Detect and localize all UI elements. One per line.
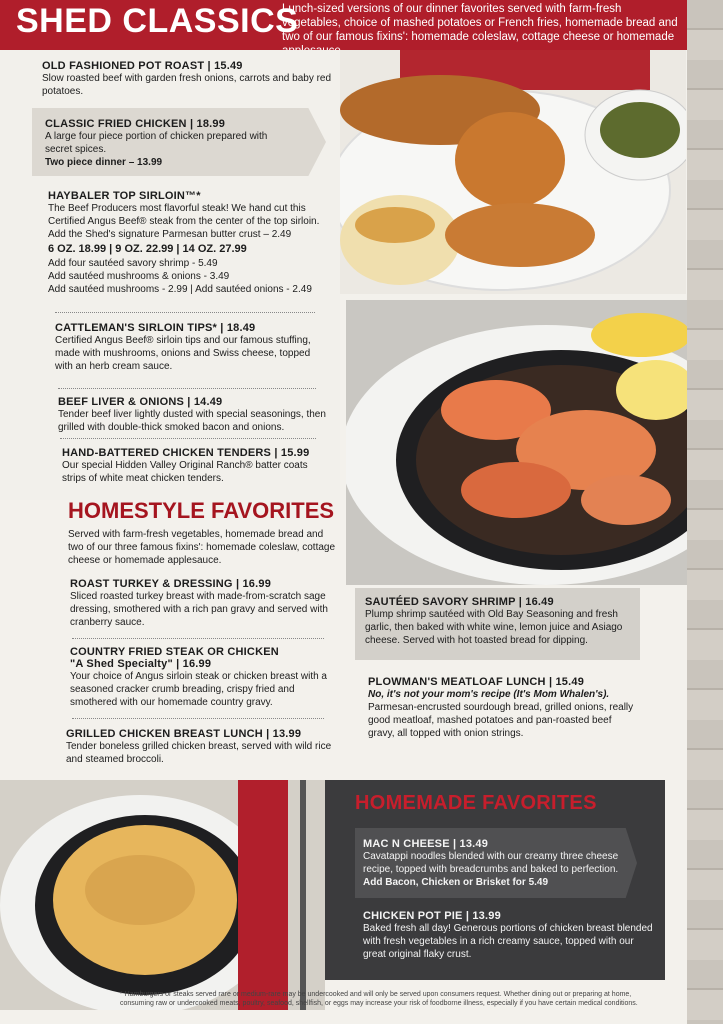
meatloaf-desc: Parmesan-encrusted sourdough bread, grilled onions, really good meatloaf, mashed potatoes and pan-roasted beef gravy, all topped with onion strings. <box>368 702 634 739</box>
country-fried-desc: Your choice of Angus sirloin steak or chicken breast with a seasoned cracker crumb breading, crispy fried and smothered with our homemade country gravy. <box>70 671 327 708</box>
header-banner <box>0 0 690 50</box>
fried-chicken-illustration <box>340 50 686 294</box>
fried-chicken-item <box>45 118 295 169</box>
sirloin-desc: The Beef Producers most flavorful steak! We hand cut this Certified Angus Beef® steak from the center of the top sirloin. Add the Shed's signature Parmesan butter crust – 2.49 <box>48 203 320 240</box>
pot-pie-name: CHICKEN POT PIE | 13.99 <box>363 910 501 922</box>
divider <box>55 312 315 313</box>
tenders-item <box>62 447 332 485</box>
divider <box>72 718 324 719</box>
sirloin-addon-2: Add sautéed mushrooms & onions - 3.49 <box>48 271 230 282</box>
country-fried-name: COUNTRY FRIED STEAK OR CHICKEN <box>70 646 279 658</box>
divider <box>60 438 316 439</box>
country-fried-specialty: "A Shed Specialty" | 16.99 <box>70 658 212 670</box>
mac-n-cheese-photo <box>0 780 325 1010</box>
homemade-favorites-panel <box>325 780 665 980</box>
tenders-name: HAND-BATTERED CHICKEN TENDERS | 15.99 <box>62 447 310 459</box>
grilled-chicken-item <box>66 728 336 766</box>
liver-desc: Tender beef liver lightly dusted with special seasonings, then grilled with double-thick smoked bacon and onions. <box>58 409 326 433</box>
fried-chicken-note: Two piece dinner – 13.99 <box>45 157 163 168</box>
fried-chicken-photo <box>340 50 686 294</box>
grilled-chicken-name: GRILLED CHICKEN BREAST LUNCH | 13.99 <box>66 728 302 740</box>
homestyle-intro <box>68 528 338 567</box>
sirloin-addon-1: Add four sautéed savory shrimp - 5.49 <box>48 258 218 269</box>
country-fried-item <box>70 646 335 709</box>
sirloin-sizes: 6 OZ. 18.99 | 9 OZ. 22.99 | 14 OZ. 27.99 <box>48 243 247 255</box>
pot-pie-desc: Baked fresh all day! Generous portions of chicken breast blended with fresh vegetables in a rich creamy sauce, topped with our great original flaky crust. <box>363 923 653 960</box>
tenders-desc: Our special Hidden Valley Original Ranch® batter coats strips of white meat chicken tenders. <box>62 460 308 484</box>
turkey-item <box>70 578 330 629</box>
mac-name: MAC N CHEESE | 13.49 <box>363 838 489 850</box>
homemade-title: HOMEMADE FAVORITES <box>355 792 597 814</box>
meatloaf-item <box>368 676 636 740</box>
wood-table-edge <box>687 0 723 1024</box>
fried-chicken-desc: A large four piece portion of chicken prepared with secret spices. <box>45 131 268 155</box>
sirloin-tips-desc: Certified Angus Beef® sirloin tips and our famous stuffing, made with mushrooms, onions and Swiss cheese, topped with an herb cream sauce. <box>55 335 311 372</box>
sirloin-item <box>48 190 323 296</box>
shrimp-photo <box>346 300 690 585</box>
footer-disclaimer: * Hamburgers or steaks served rare or medium-rare may be undercooked and will only be served upon consumers request. Whether dining out or preparing at home, consuming raw or undercooked meats, poultry, seafood, shellfish, or eggs may increase your risk of foodborne illness, especially if you have certain medical conditions. <box>120 991 638 1007</box>
mac-n-cheese-illustration <box>0 780 325 1010</box>
fried-chicken-name: CLASSIC FRIED CHICKEN | 18.99 <box>45 118 226 130</box>
sirloin-tips-name: CATTLEMAN'S SIRLOIN TIPS* | 18.49 <box>55 322 256 334</box>
pot-roast-item <box>42 60 332 98</box>
mac-note: Add Bacon, Chicken or Brisket for 5.49 <box>363 877 549 888</box>
shrimp-name: SAUTÉED SAVORY SHRIMP | 16.49 <box>365 596 554 608</box>
sirloin-addon-3: Add sautéed mushrooms - 2.99 | Add sautéed onions - 2.49 <box>48 284 312 295</box>
pot-roast-name: OLD FASHIONED POT ROAST | 15.49 <box>42 60 243 72</box>
sirloin-name: HAYBALER TOP SIRLOIN™* <box>48 190 201 202</box>
page-title: SHED CLASSICS <box>16 2 299 40</box>
shrimp-desc: Plump shrimp sautéed with Old Bay Seasoning and fresh garlic, then baked with white wine, lemon juice and Asiago cheese. Served with hot toasted bread for dipping. <box>365 609 623 646</box>
pot-pie-item <box>363 910 653 961</box>
meatloaf-name: PLOWMAN'S MEATLOAF LUNCH | 15.49 <box>368 676 585 688</box>
shrimp-item <box>365 596 633 647</box>
homestyle-title: HOMESTYLE FAVORITES <box>68 498 335 523</box>
shrimp-skillet-illustration <box>346 300 690 585</box>
liver-name: BEEF LIVER & ONIONS | 14.49 <box>58 396 223 408</box>
turkey-desc: Sliced roasted turkey breast with made-from-scratch sage dressing, smothered with a rich pan gravy and served with cranberry sauce. <box>70 591 328 628</box>
pot-roast-desc: Slow roasted beef with garden fresh onions, carrots and baby red potatoes. <box>42 73 332 97</box>
meatloaf-tagline: No, it's not your mom's recipe (It's Mom Whalen's). <box>368 689 610 700</box>
sirloin-tips-item <box>55 322 325 373</box>
homestyle-desc: Served with farm-fresh vegetables, homemade bread and two of our three famous fixins': homemade coleslaw, cottage cheese or homemade applesauce. <box>68 529 336 566</box>
turkey-name: ROAST TURKEY & DRESSING | 16.99 <box>70 578 272 590</box>
grilled-chicken-desc: Tender boneless grilled chicken breast, served with wild rice and steamed broccoli. <box>66 741 332 765</box>
header-description: Lunch-sized versions of our dinner favorites served with farm-fresh vegetables, choice of mashed potatoes or French fries, homemade bread and two of our famous fixins': homemade coleslaw, cottage cheese or homemade <box>282 3 678 43</box>
mac-item <box>363 838 635 889</box>
mac-desc: Cavatappi noodles blended with our creamy three cheese recipe, topped with breadcrumbs and baked to perfection. <box>363 851 619 875</box>
liver-item <box>58 396 328 434</box>
divider <box>72 638 324 639</box>
divider <box>58 388 316 389</box>
